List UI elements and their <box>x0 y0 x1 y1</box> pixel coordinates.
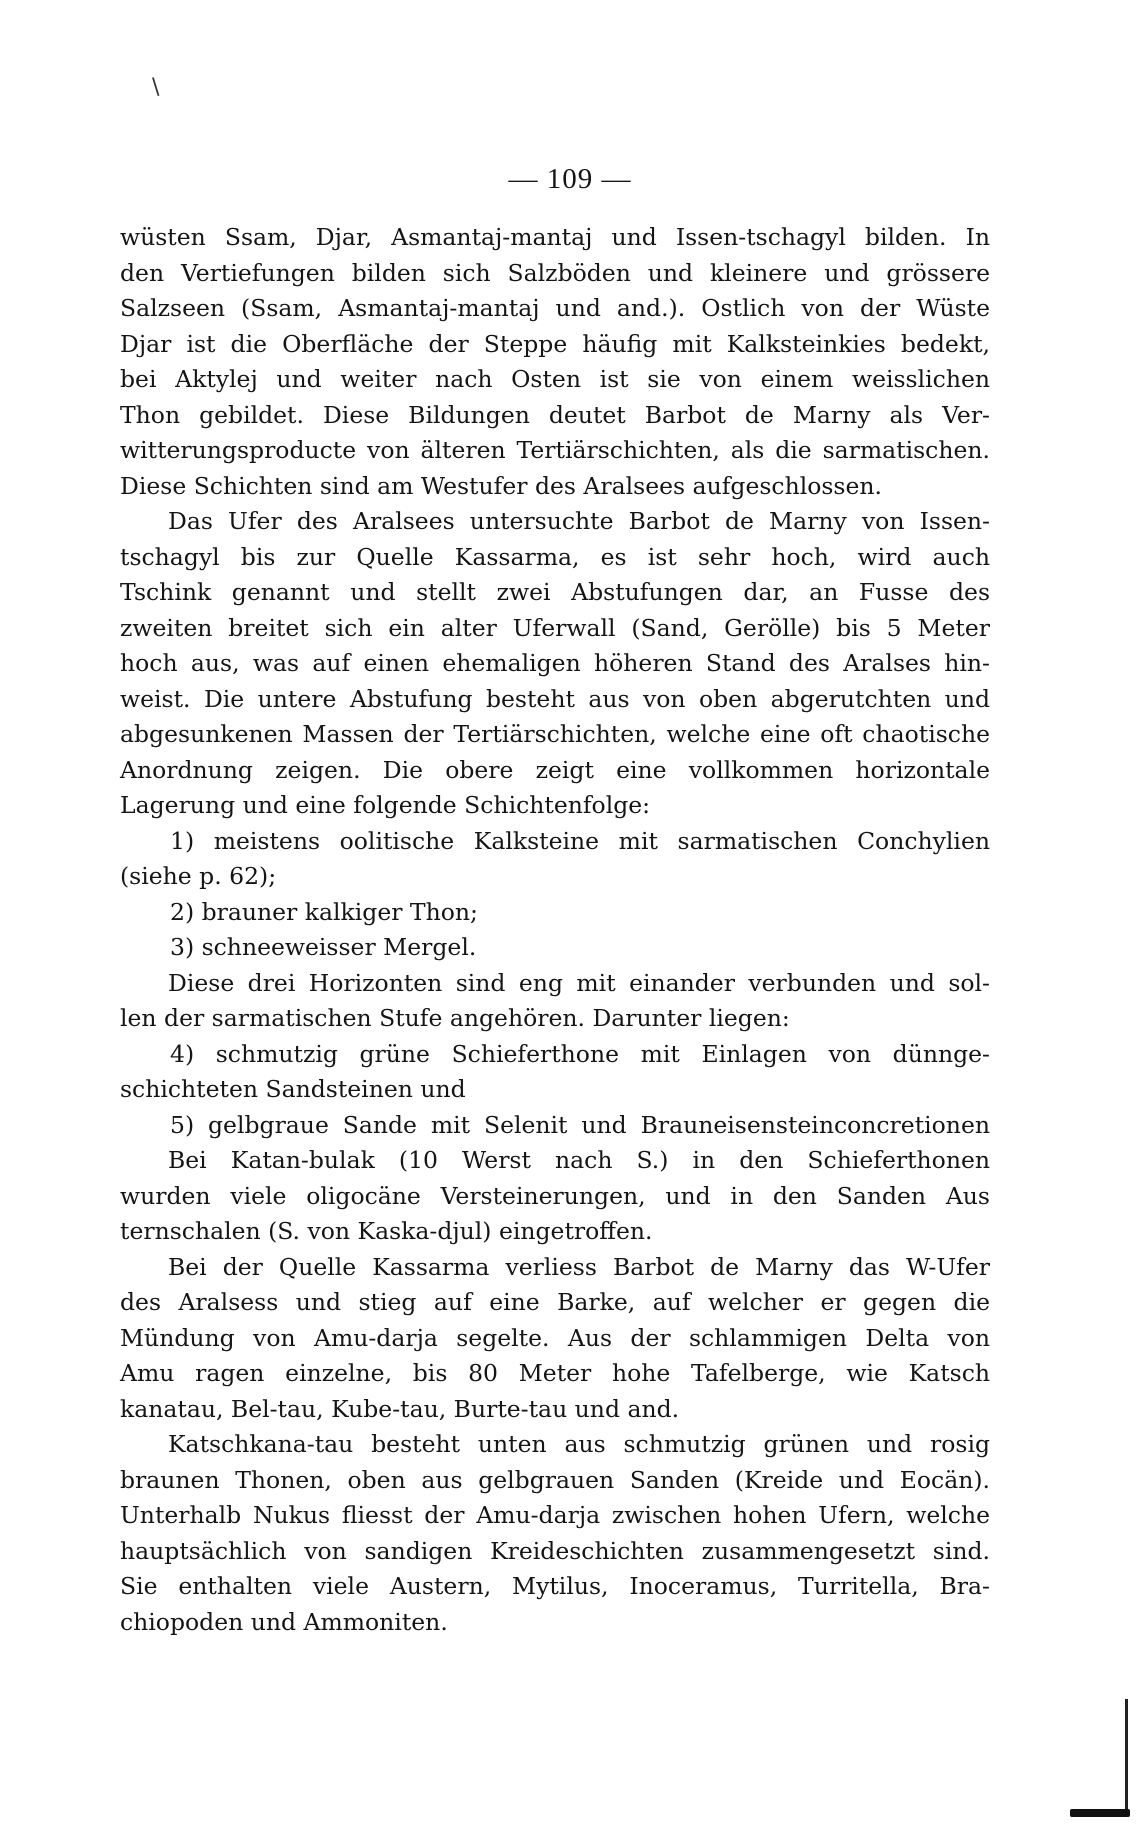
text-line: schichteten Sandsteinen und <box>120 1075 466 1103</box>
list-item: 1) meistens oolitische Kalksteine mit sarmatischen Conchylien <box>170 826 990 855</box>
list-item: 3) schneeweisser Mergel. <box>170 933 477 961</box>
text-line: des Aralsess und stieg auf eine Barke, auf welcher er gegen die <box>120 1288 990 1316</box>
scan-edge-mark <box>1125 1699 1128 1809</box>
list-item: 5) gelbgraue Sande mit Selenit und Brauneisensteinconcretionen <box>170 1110 990 1139</box>
text-line: hoch aus, was auf einen ehemaligen höheren Stand des Aralses hin- <box>120 649 990 677</box>
text-line: Diese drei Horizonten sind eng mit einander verbunden und sol- <box>168 968 990 997</box>
text-line: Salzseen (Ssam, Asmantaj-mantaj und and.). Ostlich von der Wüste <box>120 294 990 322</box>
text-line: (siehe p. 62); <box>120 862 277 890</box>
text-line: hauptsächlich von sandigen Kreideschichten zusammengesetzt sind. <box>120 1536 990 1565</box>
body-text <box>120 220 990 1640</box>
text-line: chiopoden und Ammoniten. <box>120 1607 448 1636</box>
text-line: Amu ragen einzelne, bis 80 Meter hohe Tafelberge, wie Katsch <box>120 1359 990 1387</box>
text-line: len der sarmatischen Stufe angehören. Darunter liegen: <box>120 1004 790 1032</box>
text-line: kanatau, Bel-tau, Kube-tau, Burte-tau und and. <box>120 1394 680 1423</box>
text-line: Lagerung und eine folgende Schichtenfolge: <box>120 791 651 819</box>
text-line: witterungsproducte von älteren Tertiärschichten, als die sarmatischen. <box>120 436 990 464</box>
text-line: Djar ist die Oberfläche der Steppe häufig mit Kalksteinkies bedekt, <box>120 329 990 358</box>
text-line: Tschink genannt und stellt zwei Abstufungen dar, an Fusse des <box>120 578 990 606</box>
text-line: Das Ufer des Aralsees untersuchte Barbot de Marny von Issen- <box>168 507 990 535</box>
text-line: Mündung von Amu-darja segelte. Aus der schlammigen Delta von <box>120 1323 990 1352</box>
text-line: zweiten breitet sich ein alter Uferwall (Sand, Gerölle) bis 5 Meter <box>120 613 990 642</box>
page-number: — 109 — <box>508 163 632 195</box>
text-line: Thon gebildet. Diese Bildungen deutet Barbot de Marny als Ver- <box>120 400 990 429</box>
text-line: wüsten Ssam, Djar, Asmantaj-mantaj und Issen-tschagyl bilden. In <box>120 223 990 251</box>
text-line: braunen Thonen, oben aus gelbgrauen Sanden (Kreide und Eocän). <box>120 1465 990 1494</box>
text-line: Diese Schichten sind am Westufer des Aralsees aufgeschlossen. <box>120 471 883 500</box>
text-line: Anordnung zeigen. Die obere zeigt eine vollkommen horizontale <box>120 755 990 784</box>
text-line: Unterhalb Nukus fliesst der Amu-darja zwischen hohen Ufern, welche <box>120 1501 990 1529</box>
text-line: bei Aktylej und weiter nach Osten ist sie von einem weisslichen <box>120 365 990 393</box>
stray-ink-mark: \ <box>152 75 160 100</box>
text-line: den Vertiefungen bilden sich Salzböden und kleinere und grössere <box>120 258 990 287</box>
text-line: Bei der Quelle Kassarma verliess Barbot de Marny das W-Ufer <box>168 1252 990 1281</box>
text-line: Sie enthalten viele Austern, Mytilus, Inoceramus, Turritella, Bra- <box>120 1572 990 1600</box>
text-line: ternschalen (S. von Kaska-djul) eingetroffen. <box>120 1217 653 1245</box>
text-line: weist. Die untere Abstufung besteht aus von oben abgerutchten und <box>120 684 990 713</box>
text-line: Bei Katan-bulak (10 Werst nach S.) in den Schieferthonen <box>168 1146 990 1174</box>
scan-corner-mark <box>1070 1809 1130 1817</box>
list-item: 2) brauner kalkiger Thon; <box>170 897 478 926</box>
text-line: Katschkana-tau besteht unten aus schmutzig grünen und rosig <box>168 1430 990 1458</box>
text-line: tschagyl bis zur Quelle Kassarma, es ist sehr hoch, wird auch <box>120 542 990 571</box>
text-line: abgesunkenen Massen der Tertiärschichten, welche eine oft chaotische <box>120 720 990 748</box>
text-line: wurden viele oligocäne Versteinerungen, und in den Sanden Aus <box>120 1181 990 1210</box>
list-item: 4) schmutzig grüne Schieferthone mit Einlagen von dünnge- <box>170 1039 990 1068</box>
